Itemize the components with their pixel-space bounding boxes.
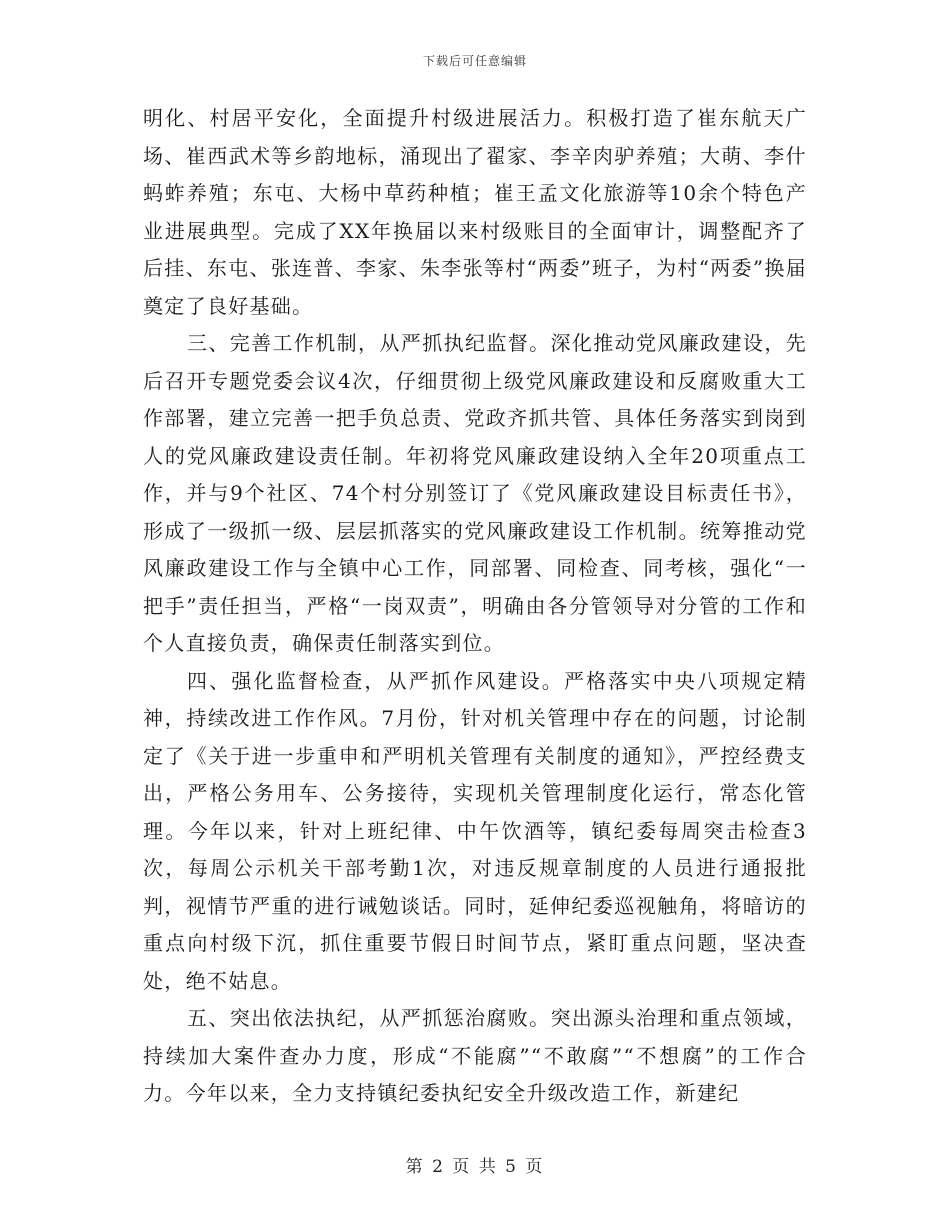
document-body [143, 100, 807, 1113]
paragraph-section-5: 五、突出依法执纪，从严抓惩治腐败。突出源头治理和重点领域，持续加大案件查办力度，形成“不能腐”“不敢腐”“不想腐”的工作合力。今年以来，全力支持镇纪委执纪安全升级改造工作，新建纪 [143, 1006, 807, 1105]
page-number: 第 2 页 共 5 页 [405, 1157, 545, 1177]
page-header-note: 下载后可任意编辑 [422, 54, 527, 68]
paragraph-section-4: 四、强化监督检查，从严抓作风建设。严格落实中央八项规定精神，持续改进工作作风。7月份，针对机关管理中存在的问题，讨论制定了《关于进一步重申和严明机关管理有关制度的通知》，严控经费支出，严格公务用车、公务接待，实现机关管理制度化运行，常态化管理。今年以来，针对上班纪律、中午饮酒等，镇纪委每周突击检查3次，每周公示机关干部考勤1次，对违反规章制度的人员进行通报批判，视情节严重的进行诫勉谈话。同时，延伸纪委巡视触角，将暗访的重点向村级下沉，抓住重要节假日时间节点，紧盯重点问题，坚决查处，绝不姑息。 [143, 668, 807, 993]
paragraph-section-3: 三、完善工作机制，从严抓执纪监督。深化推动党风廉政建设，先后召开专题党委会议4次，仔细贯彻上级党风廉政建设和反腐败重大工作部署，建立完善一把手负总责、党政齐抓共管、具体任务落实到岗到人的党风廉政建设责任制。年初将党风廉政建设纳入全年20项重点工作，并与9个社区、74个村分别签订了《党风廉政建设目标责任书》，形成了一级抓一级、层层抓落实的党风廉政建设工作机制。统筹推动党风廉政建设工作与全镇中心工作，同部署、同检查、同考核，强化“一把手”责任担当，严格“一岗双责”，明确由各分管领导对分管的工作和个人直接负责，确保责任制落实到位。 [143, 331, 807, 655]
paragraph-continuation: 明化、村居平安化，全面提升村级进展活力。积极打造了崔东航天广场、崔西武术等乡韵地标，涌现出了翟家、李辛肉驴养殖；大萌、李什蚂蚱养殖；东屯、大杨中草药种植；崔王孟文化旅游等10余个特色产业进展典型。完成了XX年换届以来村级账目的全面审计，调整配齐了后挂、东屯、张连普、李家、朱李张等村“两委”班子，为村“两委”换届奠定了良好基础。 [143, 106, 807, 318]
